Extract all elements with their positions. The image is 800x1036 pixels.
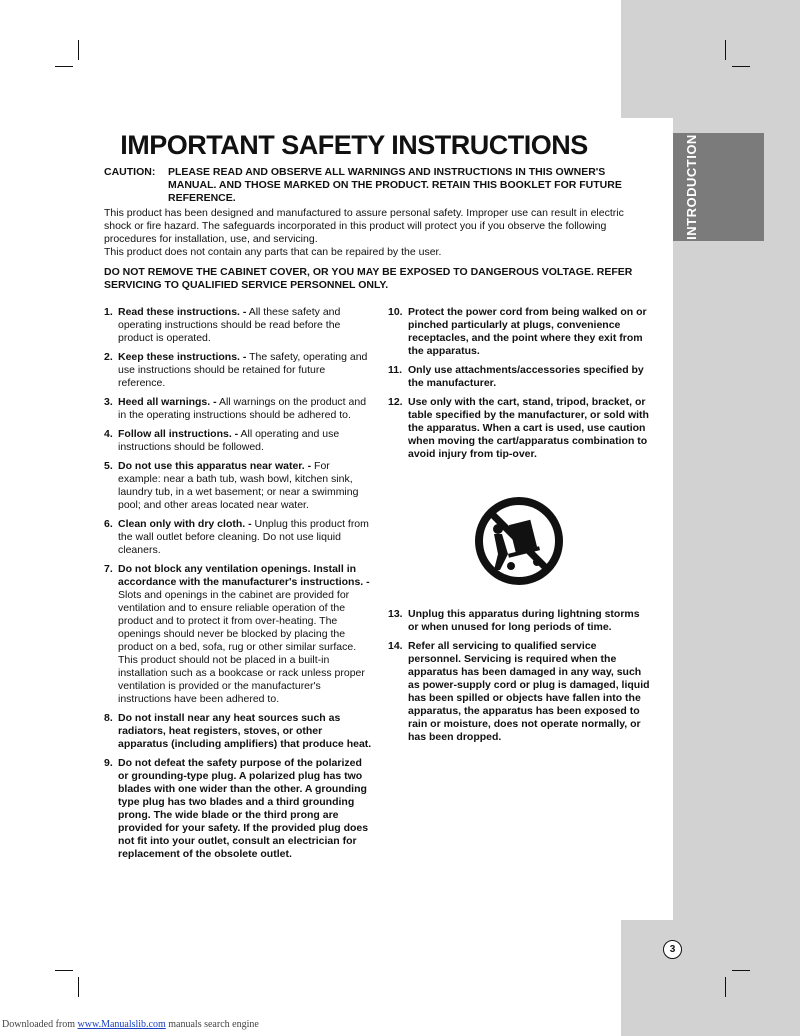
- intro-paragraph: This product does not contain any parts that can be repaired by the user.: [104, 246, 442, 258]
- item-heading: Do not block any ventilation openings. Install in accordance with the manufacturer's instructions. -: [118, 563, 370, 588]
- instruction-item: [104, 712, 372, 751]
- item-body: All warnings on the product and in the operating instructions should be adhered to.: [118, 396, 367, 421]
- item-heading: Keep these instructions. -: [118, 351, 247, 363]
- instruction-item: [388, 364, 650, 390]
- crop-mark: [725, 40, 726, 60]
- item-heading: Clean only with dry cloth. -: [118, 518, 252, 530]
- item-body: The safety, operating and use instructions should be retained for future reference.: [118, 351, 368, 389]
- item-body: For example: near a bath tub, wash bowl, kitchen sink, laundry tub, in a wet basement; or near a swimming pool; and other areas located near water.: [118, 460, 359, 511]
- section-tab: [673, 133, 764, 241]
- instruction-item: [388, 306, 650, 358]
- footer: [2, 1019, 259, 1030]
- item-number: 5.: [104, 460, 113, 472]
- instruction-item: [104, 460, 372, 512]
- instruction-item: [104, 563, 372, 706]
- page-number: 3: [663, 940, 682, 959]
- crop-mark: [725, 977, 726, 997]
- footer-suffix: manuals search engine: [165, 1019, 259, 1030]
- item-heading: Follow all instructions. -: [118, 428, 239, 440]
- item-heading: Read these instructions. -: [118, 306, 247, 318]
- crop-mark: [78, 40, 79, 60]
- crop-mark: [78, 977, 79, 997]
- instruction-item: [388, 396, 650, 461]
- crop-mark: [732, 970, 750, 971]
- caution-block: [104, 166, 649, 205]
- instruction-item: [104, 757, 372, 861]
- instruction-item: [104, 428, 372, 454]
- instruction-item: [388, 640, 650, 744]
- item-heading: Do not use this apparatus near water. -: [118, 460, 312, 472]
- intro-paragraph: This product has been designed and manufactured to assure personal safety. Improper use can result in electric shock or fire hazard. The safeguards incorporated in this product will protect you if you observe the following procedures for installation, use, and servicing.: [104, 207, 624, 245]
- instruction-item: [388, 608, 650, 634]
- section-tab-label: INTRODUCTION: [684, 134, 699, 240]
- item-heading: Use only with the cart, stand, tripod, bracket, or table specified by the manufacturer, or sold with the apparatus. When a cart is used, use caution when moving the cart/apparatus combination to avoid injury from tip-over.: [408, 396, 649, 460]
- crop-mark: [732, 66, 750, 67]
- item-heading: Unplug this apparatus during lightning storms or when unused for long periods of time.: [408, 608, 640, 633]
- item-number: 1.: [104, 306, 113, 318]
- cart-tipover-warning-icon: [474, 496, 564, 586]
- item-heading: Heed all warnings. -: [118, 396, 217, 408]
- intro-text: [104, 207, 649, 259]
- footer-link[interactable]: www.Manualslib.com: [77, 1019, 166, 1030]
- item-number: 3.: [104, 396, 113, 408]
- item-heading: Refer all servicing to qualified service personnel. Servicing is required when the apparatus has been damaged in any way, such as power-supply cord or plug is damaged, liquid has been spilled or objects have fallen into the apparatus, the apparatus has been exposed to rain or moisture, does not operate normally, or has been dropped.: [408, 640, 650, 743]
- item-number: 13.: [388, 608, 403, 620]
- item-heading: Do not defeat the safety purpose of the polarized or grounding-type plug. A polarized plug has two blades with one wider than the other. A grounding type plug has two blades and a third grounding prong. The wide blade or the third prong are provided for your safety. If the provided plug does not fit into your outlet, consult an electrician for replacement of the obsolete outlet.: [118, 757, 369, 860]
- item-number: 9.: [104, 757, 113, 769]
- item-number: 7.: [104, 563, 113, 575]
- page-title: IMPORTANT SAFETY INSTRUCTIONS: [120, 130, 588, 160]
- item-number: 2.: [104, 351, 113, 363]
- item-heading: Do not install near any heat sources such as radiators, heat registers, stoves, or other apparatus (including amplifiers) that produce heat.: [118, 712, 372, 750]
- item-number: 8.: [104, 712, 113, 724]
- crop-mark: [55, 970, 73, 971]
- item-body: Unplug this product from the wall outlet before cleaning. Do not use liquid cleaners.: [118, 518, 369, 556]
- item-body: Slots and openings in the cabinet are provided for ventilation and to ensure reliable operation of the product and to protect it from over-heating. The openings should never be blocked by placing the product on a bed, sofa, rug or other similar surface. This product should not be placed in a built-in installation such as a bookcase or rack unless proper ventilation is provided or the manufacturer's instructions have been adhered to.: [118, 589, 365, 705]
- instruction-item: [104, 518, 372, 557]
- voltage-warning: DO NOT REMOVE THE CABINET COVER, OR YOU MAY BE EXPOSED TO DANGEROUS VOLTAGE. REFER SERVICING TO QUALIFIED SERVICE PERSONNEL ONLY.: [104, 266, 633, 291]
- item-body: All operating and use instructions should be followed.: [118, 428, 340, 453]
- crop-mark: [55, 66, 73, 67]
- item-body: All these safety and operating instructions should be read before the product is operated.: [118, 306, 341, 344]
- item-number: 10.: [388, 306, 403, 318]
- item-number: 14.: [388, 640, 403, 652]
- item-heading: Protect the power cord from being walked on or pinched particularly at plugs, convenience receptacles, and the point where they exit from the apparatus.: [408, 306, 647, 357]
- caution-text: PLEASE READ AND OBSERVE ALL WARNINGS AND INSTRUCTIONS IN THIS OWNER'S MANUAL. AND THOSE MARKED ON THE PRODUCT. RETAIN THIS BOOKLET FOR FUTURE REFERENCE.: [168, 166, 622, 204]
- instructions-column-left: [104, 306, 372, 867]
- item-number: 6.: [104, 518, 113, 530]
- item-heading: Only use attachments/accessories specified by the manufacturer.: [408, 364, 644, 389]
- footer-prefix: Downloaded from: [2, 1019, 78, 1030]
- instruction-item: [104, 396, 372, 422]
- instruction-item: [104, 306, 372, 345]
- item-number: 4.: [104, 428, 113, 440]
- item-number: 12.: [388, 396, 403, 408]
- item-number: 11.: [388, 364, 403, 376]
- instruction-item: [104, 351, 372, 390]
- caution-label: CAUTION:: [104, 166, 156, 178]
